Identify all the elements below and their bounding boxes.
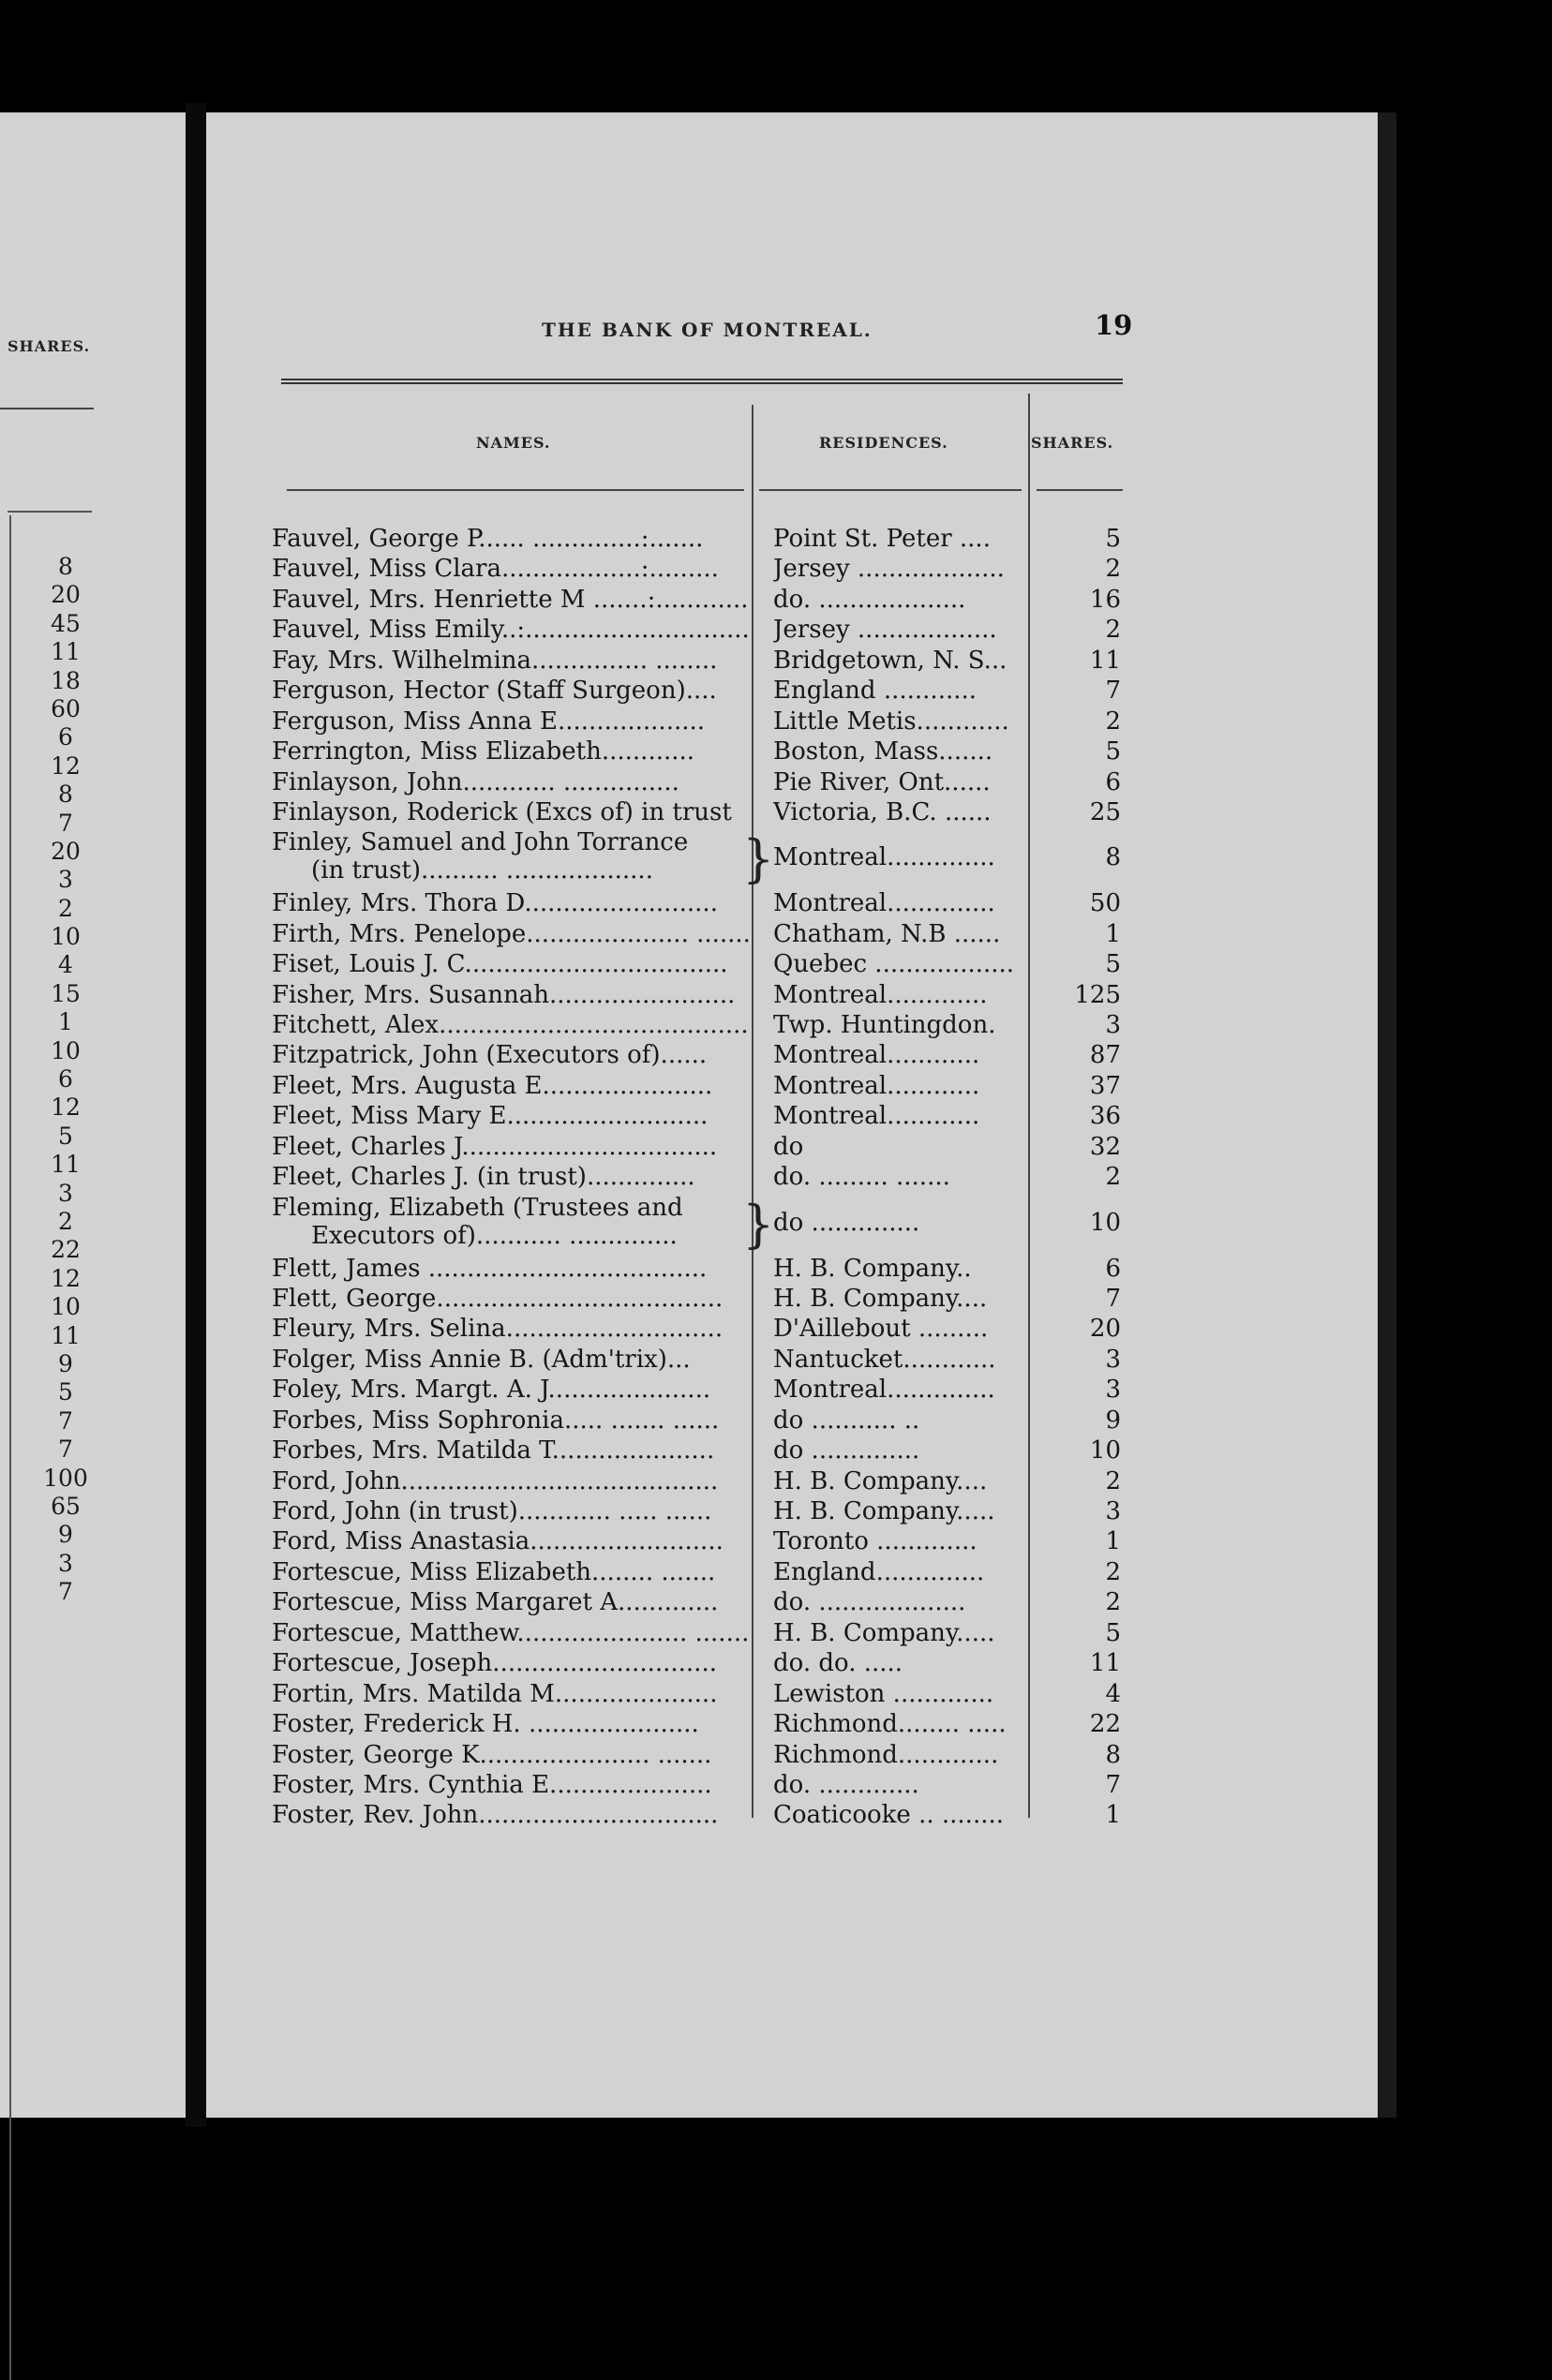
shareholder-name-line: Ferguson, Miss Anna E................... — [272, 707, 706, 736]
table-row — [272, 1102, 1134, 1132]
shareholder-name — [272, 768, 759, 796]
left-share-value: 60 — [51, 694, 81, 722]
shareholder-name-line: Fauvel, Miss Clara..................:......... — [272, 555, 719, 584]
shareholder-residence: H. B. Company..... — [773, 1618, 995, 1647]
table-row — [272, 616, 1134, 646]
left-share-value: 10 — [51, 923, 81, 951]
left-page-fragment — [0, 112, 186, 2118]
table-row — [272, 1588, 1134, 1618]
shareholder-table — [272, 525, 1134, 1832]
shareholder-name — [272, 1710, 759, 1738]
shareholder-name-line: Fauvel, Mrs. Henriette M .......:............ — [272, 585, 749, 614]
shareholder-residence: Richmond........ ..... — [773, 1710, 1007, 1739]
shareholder-name-line: Fisher, Mrs. Susannah........................ — [272, 980, 736, 1009]
left-share-value: 9 — [58, 1521, 73, 1549]
shareholder-name — [272, 1527, 759, 1555]
shareholder-name — [272, 1649, 759, 1677]
table-row — [272, 828, 1134, 889]
shareholder-name-line: Fitchett, Alex........................................ — [272, 1011, 749, 1040]
shareholder-shares: 3 — [1105, 1497, 1121, 1526]
shareholder-name-line: Foster, Mrs. Cynthia E..................... — [272, 1770, 712, 1799]
shareholder-shares: 5 — [1105, 950, 1121, 979]
table-row — [272, 1194, 1134, 1255]
shareholder-name-line: Fortescue, Joseph............................. — [272, 1649, 717, 1678]
shareholder-name — [272, 1163, 759, 1191]
shareholder-name-line: Fauvel, George P...... ..............:....... — [272, 525, 704, 553]
shareholder-shares: 22 — [1089, 1710, 1121, 1739]
table-row — [272, 1133, 1134, 1163]
book-gutter — [186, 103, 206, 2127]
shareholder-residence: H. B. Company..... — [773, 1497, 995, 1526]
table-row — [272, 889, 1134, 919]
left-share-value: 7 — [58, 1406, 73, 1435]
left-share-value: 12 — [51, 1264, 81, 1292]
table-row — [272, 1467, 1134, 1497]
shareholder-shares: 37 — [1089, 1071, 1121, 1100]
shareholder-residence: Montreal............ — [773, 1041, 980, 1070]
left-share-value: 4 — [58, 951, 73, 979]
table-row — [272, 768, 1134, 798]
shareholder-name-line: Foley, Mrs. Margt. A. J..................... — [272, 1376, 711, 1405]
left-shares-header: SHARES. — [7, 337, 91, 355]
left-share-value: 12 — [51, 1093, 81, 1122]
shareholder-residence: Montreal.............. — [773, 843, 995, 872]
shareholder-residence: do. ......... ....... — [773, 1163, 950, 1192]
shareholder-name-line: Fleet, Charles J. (in trust).............. — [272, 1163, 695, 1192]
shareholder-name-line: Foster, Rev. John............................... — [272, 1801, 719, 1830]
table-row — [272, 920, 1134, 950]
shareholder-name-line: Ferrington, Miss Elizabeth............ — [272, 737, 695, 766]
shareholder-shares: 10 — [1089, 1208, 1121, 1237]
shareholder-shares: 50 — [1089, 889, 1121, 918]
shareholder-residence: Montreal.............. — [773, 889, 995, 918]
shareholder-name-line: Finlayson, Roderick (Excs of) in trust — [272, 797, 732, 826]
shareholder-name — [272, 1588, 759, 1616]
left-share-value: 8 — [58, 553, 73, 580]
shareholder-residence: Toronto ............. — [773, 1527, 977, 1556]
shareholder-residence: Twp. Huntingdon. — [773, 1011, 996, 1040]
shareholder-residence: Montreal............ — [773, 1102, 980, 1131]
left-share-value: 15 — [51, 979, 81, 1007]
shareholder-name-line: Forbes, Mrs. Matilda T..................... — [272, 1436, 715, 1465]
shareholder-shares: 11 — [1089, 646, 1121, 675]
shareholder-name — [272, 950, 759, 978]
shareholder-name — [272, 737, 759, 766]
shareholder-name-line: Fortescue, Matthew...................... ....... — [272, 1618, 750, 1647]
shareholder-shares: 8 — [1105, 843, 1121, 872]
shareholder-shares: 4 — [1105, 1679, 1121, 1708]
table-row — [272, 677, 1134, 707]
shareholder-name-line: Fauvel, Miss Emily..:............................. — [272, 616, 750, 645]
table-row — [272, 1710, 1134, 1740]
shareholder-name-line: Finlayson, John............ ............... — [272, 767, 679, 796]
left-share-value: 20 — [51, 837, 81, 865]
shareholder-name-continuation: Executors of)........... .............. — [311, 1221, 678, 1250]
shareholder-shares: 87 — [1089, 1041, 1121, 1070]
table-row — [272, 1072, 1134, 1102]
left-page-header-rule — [7, 511, 92, 513]
shareholder-name — [272, 1285, 759, 1313]
column-header-names: NAMES. — [476, 434, 551, 452]
shareholder-name — [272, 525, 759, 553]
shareholder-residence: do. ............. — [773, 1770, 919, 1799]
shareholder-residence: Montreal............. — [773, 980, 988, 1009]
table-row — [272, 1680, 1134, 1710]
shareholder-shares: 5 — [1105, 525, 1121, 553]
shareholder-shares: 3 — [1105, 1376, 1121, 1405]
table-row — [272, 1376, 1134, 1406]
left-share-value: 6 — [58, 1065, 73, 1093]
shareholder-shares: 125 — [1074, 980, 1121, 1009]
left-share-value: 10 — [51, 1293, 81, 1321]
shareholder-name-line: Fleming, Elizabeth (Trustees and — [272, 1193, 683, 1222]
left-share-value: 7 — [58, 1435, 73, 1464]
shareholder-residence: Quebec .................. — [773, 950, 1015, 979]
shareholder-shares: 7 — [1105, 1770, 1121, 1799]
shareholder-name — [272, 1255, 759, 1283]
shareholder-residence: do .............. — [773, 1208, 920, 1237]
shareholder-residence: do. do. ..... — [773, 1649, 903, 1678]
shareholder-name — [272, 1497, 759, 1525]
brace-mark: } — [742, 829, 775, 889]
page-edge-shadow — [1378, 112, 1396, 2118]
table-row — [272, 1163, 1134, 1193]
shareholder-residence: England.............. — [773, 1557, 985, 1586]
shares-header-underline — [1037, 489, 1123, 491]
brace-mark: } — [742, 1194, 775, 1254]
shareholder-residence: do ........... .. — [773, 1406, 920, 1435]
shareholder-shares: 2 — [1105, 1557, 1121, 1586]
shareholder-residence: Jersey ................... — [773, 555, 1005, 584]
shareholder-name — [272, 586, 759, 614]
shareholder-name-line: Ford, Miss Anastasia......................... — [272, 1527, 724, 1556]
shareholder-residence: H. B. Company.. — [773, 1254, 972, 1283]
shareholder-residence: Little Metis............ — [773, 707, 1009, 736]
shareholder-residence: Jersey .................. — [773, 616, 997, 645]
left-share-value: 11 — [51, 1321, 81, 1349]
shareholder-name-line: Finley, Mrs. Thora D......................... — [272, 889, 718, 918]
left-share-value: 3 — [58, 1179, 73, 1207]
shareholder-name — [272, 1376, 759, 1404]
shareholder-name-line: Ford, John......................................... — [272, 1466, 719, 1495]
left-share-value: 3 — [58, 866, 73, 894]
shareholder-name — [272, 1801, 759, 1829]
table-row — [272, 1497, 1134, 1527]
shareholder-shares: 7 — [1105, 1284, 1121, 1313]
shareholder-name — [272, 555, 759, 583]
shareholder-shares: 11 — [1089, 1649, 1121, 1678]
shareholder-name — [272, 1102, 759, 1130]
shareholder-shares: 2 — [1105, 555, 1121, 584]
shareholder-name — [272, 1011, 759, 1039]
table-row — [272, 1619, 1134, 1649]
shareholder-name-line: Foster, Frederick H. ...................... — [272, 1710, 699, 1739]
table-row — [272, 1406, 1134, 1436]
shareholder-residence: Bridgetown, N. S... — [773, 646, 1007, 675]
shareholder-name — [272, 1315, 759, 1343]
shareholder-shares: 1 — [1105, 919, 1121, 948]
left-share-value: 7 — [58, 809, 73, 837]
shareholder-name-line: Ferguson, Hector (Staff Surgeon).... — [272, 677, 717, 706]
left-share-value: 45 — [51, 609, 81, 637]
shareholder-residence: Chatham, N.B ...... — [773, 919, 1001, 948]
shareholder-name — [272, 798, 759, 826]
shareholder-shares: 5 — [1105, 1618, 1121, 1647]
table-row — [272, 555, 1134, 585]
shareholder-name — [272, 1194, 759, 1250]
shareholder-name — [272, 1041, 759, 1069]
shareholder-name — [272, 1436, 759, 1465]
shareholder-residence: Lewiston ............. — [773, 1679, 994, 1708]
shareholder-residence: Nantucket............ — [773, 1345, 996, 1374]
left-share-value: 2 — [58, 1207, 73, 1235]
page-number: 19 — [1095, 309, 1133, 341]
shareholder-residence: do. ................... — [773, 1588, 966, 1617]
left-share-value: 2 — [58, 894, 73, 922]
shareholder-name-line: Fleet, Charles J................................. — [272, 1132, 718, 1161]
shareholder-name — [272, 647, 759, 675]
table-row — [272, 707, 1134, 737]
names-header-underline — [287, 489, 744, 491]
shareholder-name-line: Fleury, Mrs. Selina............................ — [272, 1315, 724, 1344]
table-row — [272, 1315, 1134, 1345]
left-share-value: 5 — [58, 1122, 73, 1150]
shareholder-shares: 25 — [1089, 797, 1121, 826]
shareholder-name-line: Fleet, Miss Mary E.......................... — [272, 1102, 709, 1131]
shareholder-residence: Richmond............. — [773, 1740, 999, 1769]
shareholder-shares: 2 — [1105, 1163, 1121, 1192]
shareholder-shares: 10 — [1089, 1436, 1121, 1465]
shareholder-residence: do — [773, 1132, 804, 1161]
shareholder-residence: do .............. — [773, 1436, 920, 1465]
shareholder-shares: 20 — [1089, 1315, 1121, 1344]
shareholder-name-line: Fortescue, Miss Margaret A............. — [272, 1588, 719, 1617]
shareholder-name-line: Fitzpatrick, John (Executors of)...... — [272, 1041, 708, 1070]
shareholder-shares: 3 — [1105, 1011, 1121, 1040]
shareholder-residence: Victoria, B.C. ...... — [773, 797, 992, 826]
shareholder-residence: Montreal.............. — [773, 1376, 995, 1405]
shareholder-name — [272, 1072, 759, 1100]
shareholder-name — [272, 1346, 759, 1374]
table-row — [272, 737, 1134, 767]
left-share-value: 8 — [58, 781, 73, 809]
shareholder-shares: 1 — [1105, 1527, 1121, 1556]
shareholder-shares: 2 — [1105, 1466, 1121, 1495]
left-share-value: 22 — [51, 1236, 81, 1264]
shareholder-name — [272, 1406, 759, 1435]
shareholder-name — [272, 889, 759, 917]
shareholder-name-line: Fortescue, Miss Elizabeth........ ....... — [272, 1557, 716, 1586]
residences-header-underline — [759, 489, 1022, 491]
shareholder-name — [272, 828, 759, 885]
shareholder-shares: 2 — [1105, 707, 1121, 736]
shareholder-residence: Montreal............ — [773, 1071, 980, 1100]
shareholder-name-line: Ford, John (in trust)............ ..... ...... — [272, 1497, 712, 1526]
shareholder-shares: 2 — [1105, 616, 1121, 645]
table-row — [272, 1649, 1134, 1679]
shareholder-residence: Point St. Peter .... — [773, 525, 991, 553]
left-share-value: 7 — [58, 1578, 73, 1606]
shareholder-name — [272, 1741, 759, 1769]
table-row — [272, 1041, 1134, 1071]
shareholder-shares: 2 — [1105, 1588, 1121, 1617]
table-row — [272, 647, 1134, 677]
shareholder-shares: 3 — [1105, 1345, 1121, 1374]
left-share-value: 11 — [51, 638, 81, 666]
shareholder-shares: 36 — [1089, 1102, 1121, 1131]
shareholder-name-line: Firth, Mrs. Penelope..................... ....... — [272, 919, 751, 948]
shareholder-name-line: Fiset, Louis J. C.................................. — [272, 950, 728, 979]
shareholder-name — [272, 1619, 759, 1647]
shareholder-shares: 5 — [1105, 737, 1121, 766]
table-row — [272, 1436, 1134, 1466]
table-row — [272, 1011, 1134, 1041]
shareholder-name-line: Finley, Samuel and John Torrance — [272, 828, 689, 857]
table-row — [272, 1801, 1134, 1831]
table-row — [272, 1255, 1134, 1285]
shareholder-name — [272, 920, 759, 948]
shareholder-residence: H. B. Company.... — [773, 1466, 988, 1495]
shareholder-shares: 6 — [1105, 767, 1121, 796]
shareholder-shares: 7 — [1105, 677, 1121, 706]
header-double-rule — [281, 379, 1123, 384]
shareholder-name-line: Foster, George K...................... ....... — [272, 1740, 712, 1769]
shareholder-residence: England ............ — [773, 677, 977, 706]
shareholder-shares: 1 — [1105, 1801, 1121, 1830]
table-row — [272, 1771, 1134, 1801]
column-header-residences: RESIDENCES. — [819, 434, 948, 452]
left-page-column-rule — [9, 515, 11, 2380]
left-page-rule — [0, 408, 94, 409]
shareholder-name — [272, 1680, 759, 1708]
shareholder-residence: Boston, Mass....... — [773, 737, 993, 766]
table-row — [272, 798, 1134, 828]
shareholder-name-line: Flett, James .................................... — [272, 1254, 708, 1283]
left-share-value: 65 — [51, 1492, 81, 1520]
left-share-value: 6 — [58, 723, 73, 751]
shareholder-residence: Pie River, Ont...... — [773, 767, 991, 796]
table-row — [272, 981, 1134, 1011]
shareholder-shares: 8 — [1105, 1740, 1121, 1769]
table-row — [272, 586, 1134, 616]
left-share-value: 18 — [51, 666, 81, 694]
shareholder-name-continuation: (in trust).......... ................... — [311, 856, 653, 885]
shareholder-name-line: Flett, George..................................... — [272, 1284, 724, 1313]
left-shares-column — [28, 553, 103, 1606]
shareholder-name-line: Fay, Mrs. Wilhelmina............... ........ — [272, 646, 718, 675]
table-row — [272, 1527, 1134, 1557]
shareholder-shares: 9 — [1105, 1406, 1121, 1435]
table-row — [272, 950, 1134, 980]
table-row — [272, 1346, 1134, 1376]
shareholder-shares: 6 — [1105, 1254, 1121, 1283]
left-share-value: 9 — [58, 1349, 73, 1377]
shareholder-residence: Coaticooke .. ........ — [773, 1801, 1004, 1830]
shareholder-name — [272, 1771, 759, 1799]
shareholder-name — [272, 1133, 759, 1161]
shareholder-residence: do. ................... — [773, 585, 966, 614]
left-share-value: 12 — [51, 751, 81, 780]
shareholder-name — [272, 707, 759, 736]
left-share-value: 3 — [58, 1549, 73, 1577]
shareholder-name — [272, 1467, 759, 1495]
shareholder-name-line: Folger, Miss Annie B. (Adm'trix)... — [272, 1345, 691, 1374]
left-share-value: 1 — [58, 1008, 73, 1036]
left-share-value: 10 — [51, 1036, 81, 1064]
shareholder-residence: D'Aillebout ......... — [773, 1315, 989, 1344]
table-row — [272, 1741, 1134, 1771]
table-row — [272, 525, 1134, 555]
left-share-value: 100 — [43, 1464, 88, 1492]
shareholder-shares: 16 — [1089, 585, 1121, 614]
table-row — [272, 1285, 1134, 1315]
shareholder-name — [272, 981, 759, 1009]
shareholder-shares: 32 — [1089, 1132, 1121, 1161]
shareholder-residence: H. B. Company.... — [773, 1284, 988, 1313]
shareholder-name — [272, 616, 759, 644]
column-header-shares: SHARES. — [1031, 434, 1114, 452]
left-share-value: 5 — [58, 1378, 73, 1406]
running-head-title: THE BANK OF MONTREAL. — [542, 319, 873, 341]
shareholder-name-line: Fortin, Mrs. Matilda M..................... — [272, 1679, 718, 1708]
shareholder-name — [272, 1558, 759, 1586]
left-share-value: 11 — [51, 1151, 81, 1179]
shareholder-name — [272, 677, 759, 705]
shareholder-name-line: Forbes, Miss Sophronia..... ....... ...... — [272, 1406, 720, 1435]
shareholder-name-line: Fleet, Mrs. Augusta E...................... — [272, 1071, 713, 1100]
table-row — [272, 1558, 1134, 1588]
left-share-value: 20 — [51, 581, 81, 609]
